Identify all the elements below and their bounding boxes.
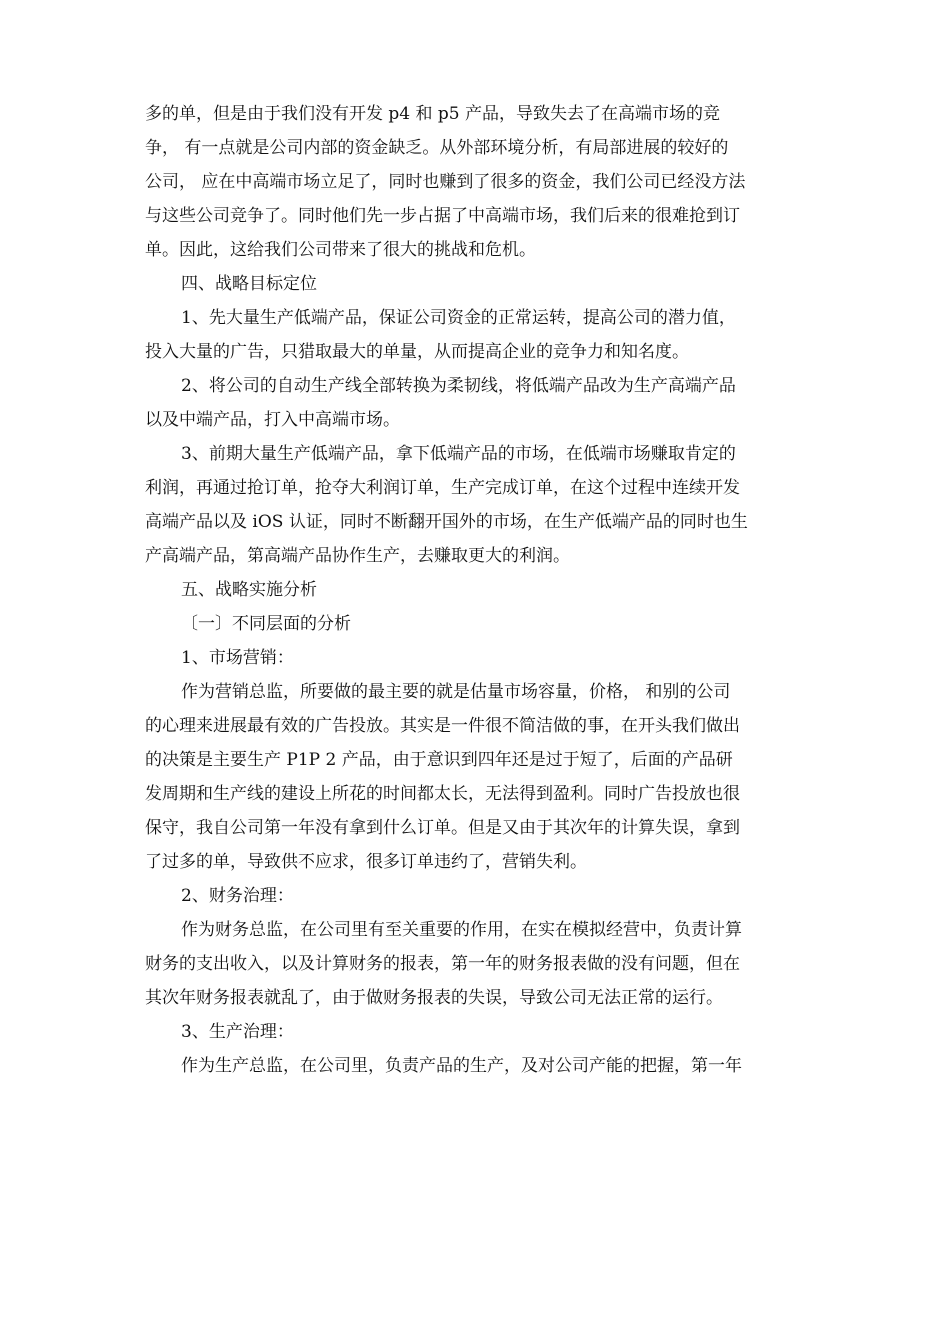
- text-line: 2、将公司的自动生产线全部转换为柔韧线，将低端产品改为生产高端产品: [181, 376, 736, 396]
- text-line: 投入大量的广告，只猎取最大的单量，从而提高企业的竞争力和知名度。: [145, 342, 689, 362]
- text-line: 高端产品以及 iOS 认证，同时不断翻开国外的市场，在生产低端产品的同时也生: [145, 512, 748, 532]
- text-line: 3、生产治理：: [181, 1022, 294, 1042]
- text-line: 五、战略实施分析: [181, 580, 317, 600]
- text-line: 作为营销总监，所要做的最主要的就是估量市场容量，价格， 和别的公司: [181, 682, 731, 702]
- text-line: 争， 有一点就是公司内部的资金缺乏。从外部环境分析，有局部进展的较好的: [145, 138, 729, 158]
- text-line: 发周期和生产线的建设上所花的时间都太长，无法得到盈利。同时广告投放也很: [145, 784, 740, 804]
- text-line: 与这些公司竞争了。同时他们先一步占据了中高端市场，我们后来的很难抢到订: [145, 206, 740, 226]
- text-line: 2、财务治理：: [181, 886, 294, 906]
- text-line: 作为生产总监，在公司里，负责产品的生产，及对公司产能的把握，第一年: [181, 1056, 742, 1076]
- text-line: 保守，我自公司第一年没有拿到什么订单。但是又由于其次年的计算失误，拿到: [145, 818, 740, 838]
- text-line: 3、前期大量生产低端产品，拿下低端产品的市场，在低端市场赚取肯定的: [181, 444, 736, 464]
- text-line: 了过多的单，导致供不应求，很多订单违约了，营销失利。: [145, 852, 587, 872]
- text-line: 财务的支出收入，以及计算财务的报表，第一年的财务报表做的没有问题，但在: [145, 954, 740, 974]
- text-line: 1、先大量生产低端产品，保证公司资金的正常运转，提高公司的潜力值，: [181, 308, 736, 328]
- text-line: 〔一〕不同层面的分析: [181, 614, 351, 634]
- text-line: 以及中端产品，打入中高端市场。: [145, 410, 400, 430]
- text-line: 作为财务总监，在公司里有至关重要的作用，在实在模拟经营中，负责计算: [181, 920, 742, 940]
- text-line: 四、战略目标定位: [181, 274, 317, 294]
- text-line: 其次年财务报表就乱了，由于做财务报表的失误，导致公司无法正常的运行。: [145, 988, 723, 1008]
- document-body: [145, 97, 817, 1083]
- text-line: 公司， 应在中高端市场立足了，同时也赚到了很多的资金，我们公司已经没方法: [145, 172, 746, 192]
- text-line: 利润，再通过抢订单，抢夺大利润订单，生产完成订单，在这个过程中连续开发: [145, 478, 740, 498]
- text-line: 的心理来进展最有效的广告投放。其实是一件很不简洁做的事，在开头我们做出: [145, 716, 740, 736]
- text-line: 1、市场营销：: [181, 648, 294, 668]
- text-line: 的决策是主要生产 P1P 2 产品，由于意识到四年还是过于短了，后面的产品研: [145, 750, 733, 770]
- text-line: 产高端产品，第高端产品协作生产，去赚取更大的利润。: [145, 546, 570, 566]
- text-line: 单。因此，这给我们公司带来了很大的挑战和危机。: [145, 240, 536, 260]
- text-line: 多的单，但是由于我们没有开发 p4 和 p5 产品，导致失去了在高端市场的竞: [145, 104, 721, 124]
